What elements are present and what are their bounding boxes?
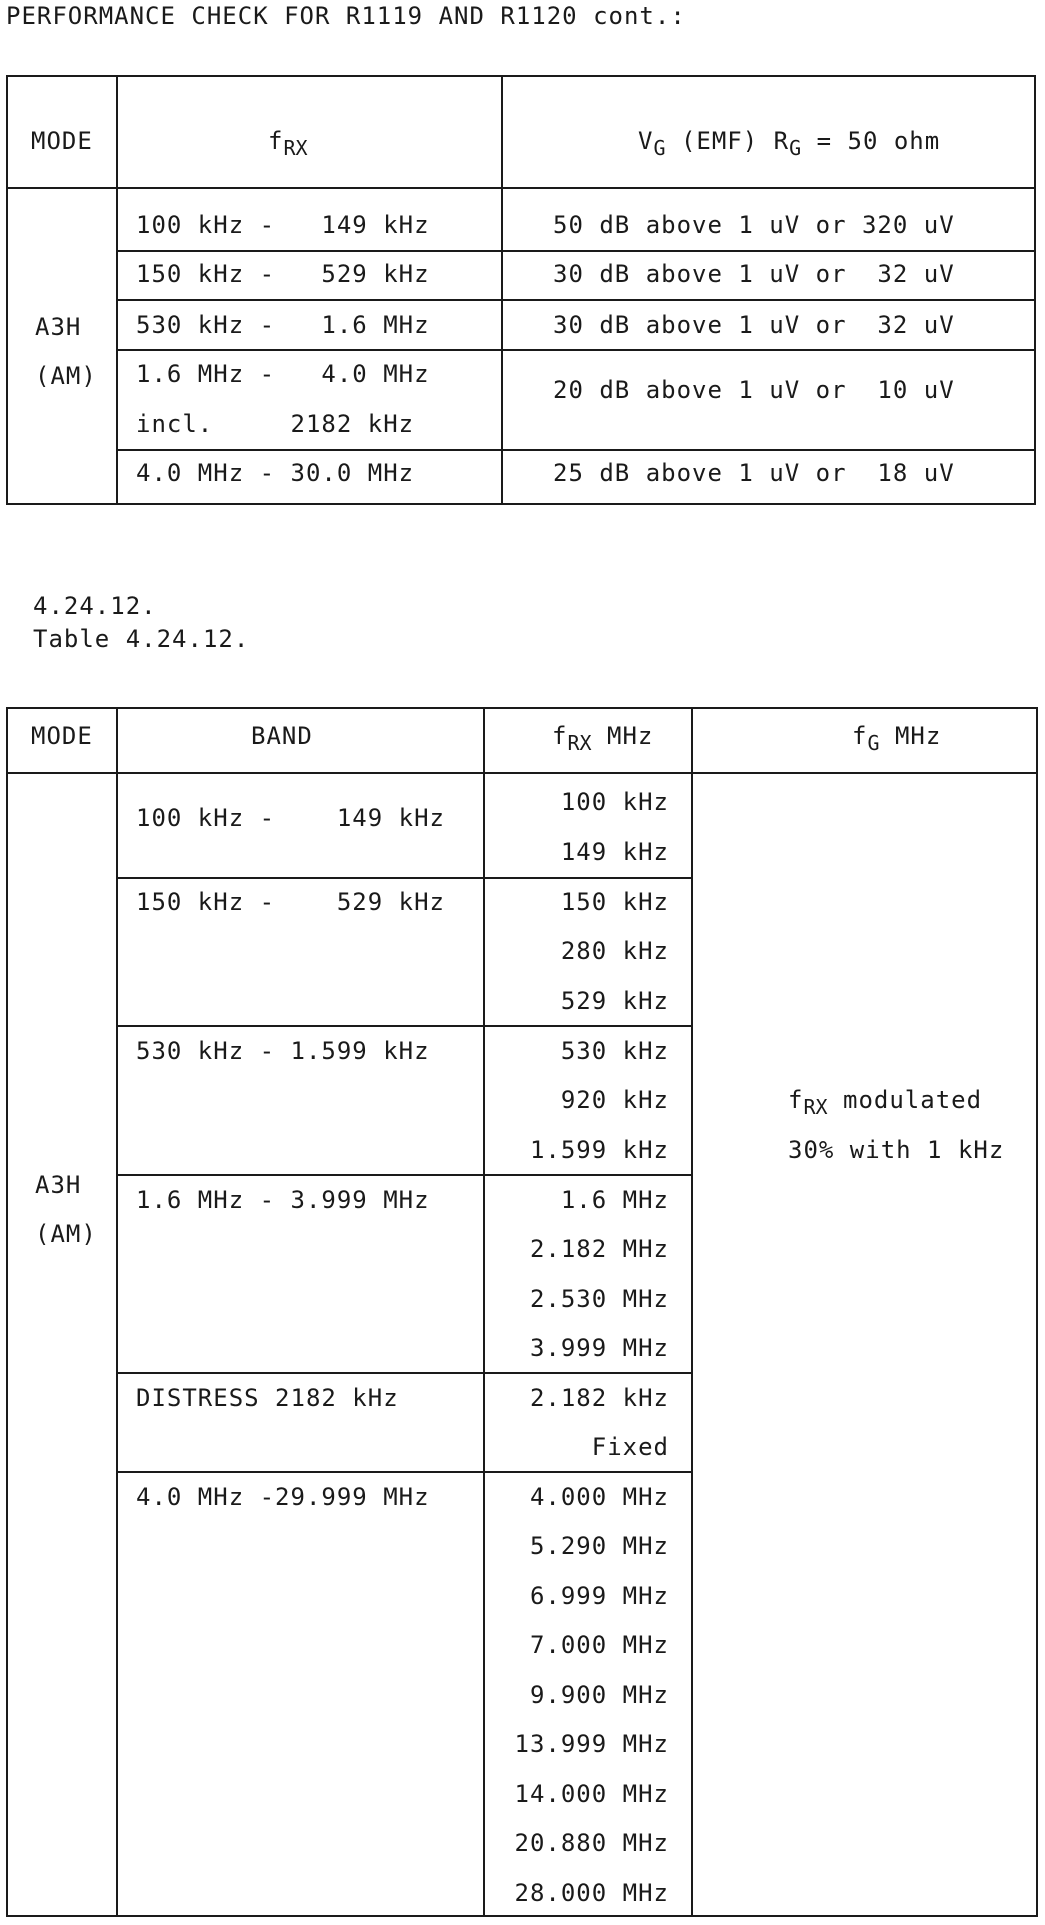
rg-subscript: G <box>789 136 802 160</box>
frx-unit: MHz <box>591 722 654 750</box>
table1-row-divider <box>116 349 1036 351</box>
table1-row-divider <box>116 449 1036 451</box>
table2-group-divider <box>116 1174 691 1176</box>
table1-header-frx <box>268 127 308 160</box>
table2-freq: 7.000 MHz <box>529 1631 669 1659</box>
table2-freq: 6.999 MHz <box>529 1582 669 1610</box>
table2-freq: 1.599 kHz <box>529 1136 669 1164</box>
table2-freq: 3.999 MHz <box>529 1334 669 1362</box>
vg-symbol: V <box>638 127 654 155</box>
table2-freq: 149 kHz <box>560 838 669 866</box>
page-header: PERFORMANCE CHECK FOR R1119 AND R1120 cont.: <box>6 2 686 30</box>
rg-value: = 50 ohm <box>801 127 941 155</box>
table1-row-divider <box>116 250 1036 252</box>
table1-level: 30 dB above 1 uV or 32 uV <box>553 260 955 288</box>
vg-emf: (EMF) <box>665 127 774 155</box>
table2-freq: 13.999 MHz <box>514 1730 669 1758</box>
table2-band: DISTRESS 2182 kHz <box>136 1384 399 1412</box>
table2-freq: 4.000 MHz <box>529 1483 669 1511</box>
rg-symbol: R <box>773 127 790 155</box>
table2-group-divider <box>116 1372 691 1374</box>
table1-header-mode: MODE <box>31 127 93 155</box>
table2-header-band: BAND <box>251 722 313 750</box>
table2-band: 530 kHz - 1.599 kHz <box>136 1037 430 1065</box>
table2-col-divider-1 <box>116 707 118 1917</box>
table2-mode-line1: A3H <box>35 1171 82 1199</box>
table2-freq: 28.000 MHz <box>514 1879 669 1907</box>
table1-level: 50 dB above 1 uV or 320 uV <box>553 211 955 239</box>
frx-symbol: f <box>552 722 568 750</box>
table1-col-divider-2 <box>501 75 503 505</box>
table2-freq: 529 kHz <box>560 987 669 1015</box>
table2-freq: 14.000 MHz <box>514 1780 669 1808</box>
section-number: 4.24.12. <box>33 592 157 620</box>
table2-group-divider <box>116 1471 691 1473</box>
table-caption: Table 4.24.12. <box>33 625 250 653</box>
table2-band: 4.0 MHz -29.999 MHz <box>136 1483 430 1511</box>
vg-subscript: G <box>653 136 666 160</box>
table2-mode-line2: (AM) <box>35 1220 97 1248</box>
frx-subscript: RX <box>283 136 308 160</box>
table2-freq: 5.290 MHz <box>529 1532 669 1560</box>
table1-mode-line1: A3H <box>35 313 82 341</box>
table1-band-note: incl. 2182 kHz <box>136 410 415 438</box>
table2-group-divider <box>116 1025 691 1027</box>
table1-mode-line2: (AM) <box>35 362 97 390</box>
fg-subscript: G <box>867 731 880 755</box>
table2-freq: 9.900 MHz <box>529 1681 669 1709</box>
table1-header-divider <box>6 187 1036 189</box>
frx-subscript: RX <box>567 731 592 755</box>
table2-freq: 2.182 kHz <box>529 1384 669 1412</box>
frx-subscript: RX <box>803 1095 828 1119</box>
table2-header-divider <box>6 772 1038 774</box>
modulation-note-line1 <box>788 1086 982 1119</box>
modulation-note-line2: 30% with 1 kHz <box>788 1136 1005 1164</box>
frx-symbol: f <box>788 1086 804 1114</box>
table1-band: 150 kHz - 529 kHz <box>136 260 430 288</box>
table2-freq: 20.880 MHz <box>514 1829 669 1857</box>
frx-symbol: f <box>268 127 284 155</box>
table2-freq: 920 kHz <box>560 1086 669 1114</box>
table1-col-divider-1 <box>116 75 118 505</box>
table2-col-divider-2 <box>483 707 485 1917</box>
table2-freq-note: Fixed <box>591 1433 669 1461</box>
table2-header-fg <box>852 722 941 755</box>
table2-freq: 2.530 MHz <box>529 1285 669 1313</box>
table2-band: 100 kHz - 149 kHz <box>136 804 445 832</box>
table2-freq: 150 kHz <box>560 888 669 916</box>
table1-band: 4.0 MHz - 30.0 MHz <box>136 459 415 487</box>
table2-header-mode: MODE <box>31 722 93 750</box>
table1-band: 530 kHz - 1.6 MHz <box>136 311 430 339</box>
table1-level: 20 dB above 1 uV or 10 uV <box>553 376 955 404</box>
table2-band: 1.6 MHz - 3.999 MHz <box>136 1186 430 1214</box>
table2-col-divider-3 <box>691 707 693 1917</box>
table2-freq: 530 kHz <box>560 1037 669 1065</box>
table2-freq: 1.6 MHz <box>560 1186 669 1214</box>
table1-level: 25 dB above 1 uV or 18 uV <box>553 459 955 487</box>
table1-band: 1.6 MHz - 4.0 MHz <box>136 360 430 388</box>
table2-freq: 280 kHz <box>560 937 669 965</box>
fg-symbol: f <box>852 722 868 750</box>
table2-band: 150 kHz - 529 kHz <box>136 888 445 916</box>
modulated-text: modulated <box>827 1086 983 1114</box>
table1-row-divider <box>116 299 1036 301</box>
fg-unit: MHz <box>879 722 942 750</box>
table2-freq: 2.182 MHz <box>529 1235 669 1263</box>
table1-level: 30 dB above 1 uV or 32 uV <box>553 311 955 339</box>
table1-band: 100 kHz - 149 kHz <box>136 211 430 239</box>
table2-freq: 100 kHz <box>560 788 669 816</box>
table2-group-divider <box>116 877 691 879</box>
table1-header-vg <box>638 127 940 160</box>
table2-header-frx <box>552 722 653 755</box>
